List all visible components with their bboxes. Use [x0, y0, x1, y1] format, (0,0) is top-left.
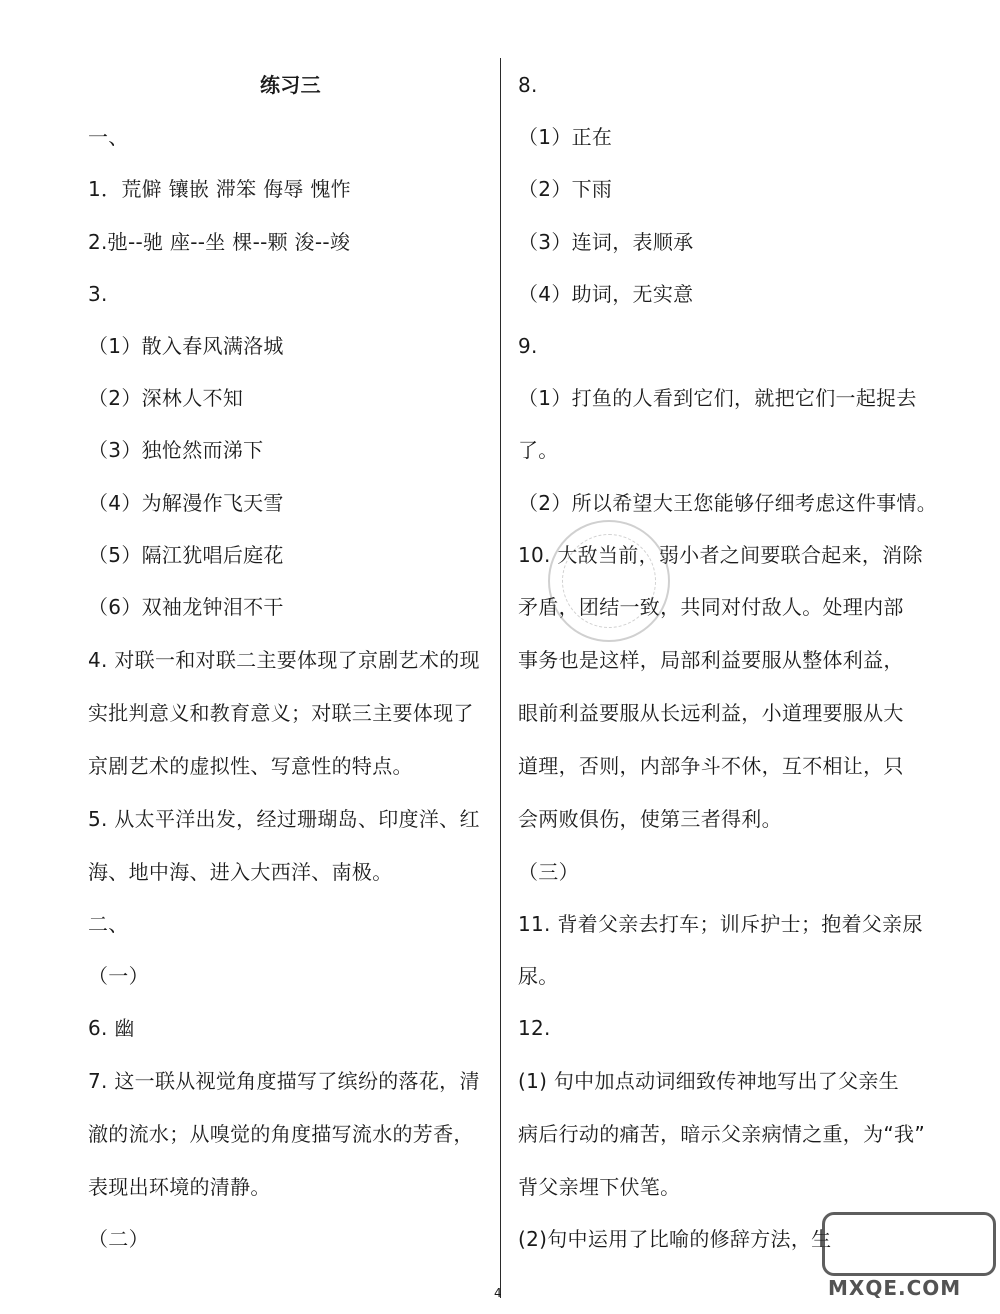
- answer-line: 澈的流水；从嗅觉的角度描写流水的芳香，: [88, 1122, 474, 1146]
- answer-line: 道理，否则，内部争斗不休，互不相让，只: [518, 754, 904, 778]
- answer-line: (1) 句中加点动词细致传神地写出了父亲生: [518, 1069, 899, 1093]
- logo-url: MXQE.COM: [828, 1276, 962, 1300]
- answer-line: 6. 幽: [88, 1016, 135, 1040]
- stamp-inner-ring: [562, 534, 656, 628]
- answer-line: （1）散入春风满洛城: [88, 334, 284, 358]
- subsection-heading: （一）: [88, 964, 149, 988]
- answer-line: 5. 从太平洋出发，经过珊瑚岛、印度洋、红: [88, 807, 480, 831]
- answer-line: 了。: [518, 438, 559, 462]
- answer-line: 4. 对联一和对联二主要体现了京剧艺术的现: [88, 648, 480, 672]
- answer-line: 病后行动的痛苦，暗示父亲病情之重，为“我”: [518, 1122, 926, 1146]
- answer-line: 尿。: [518, 964, 559, 988]
- answer-line: （2）下雨: [518, 177, 613, 201]
- answer-line: （5）隔江犹唱后庭花: [88, 543, 284, 567]
- answer-line: 京剧艺术的虚拟性、写意性的特点。: [88, 754, 413, 778]
- answer-line: （2）所以希望大王您能够仔细考虑这件事情。: [518, 491, 938, 515]
- answer-line: 事务也是这样，局部利益要服从整体利益，: [518, 648, 904, 672]
- answer-line: 会两败俱伤，使第三者得利。: [518, 807, 782, 831]
- answer-line: (2)句中运用了比喻的修辞方法，生: [518, 1227, 832, 1251]
- answer-line: 10. 大敌当前，弱小者之间要联合起来，消除: [518, 543, 923, 567]
- answer-line: （3）连词，表顺承: [518, 230, 694, 254]
- answer-line: （1）正在: [518, 125, 613, 149]
- answer-line: （2）深林人不知: [88, 386, 244, 410]
- subsection-heading: （三）: [518, 860, 579, 884]
- answer-line: （1）打鱼的人看到它们，就把它们一起捉去: [518, 386, 917, 410]
- page-number: 4: [494, 1286, 502, 1300]
- answer-line: 11. 背着父亲去打车；训斥护士；抱着父亲尿: [518, 912, 923, 936]
- answer-line: （4）为解漫作飞天雪: [88, 491, 284, 515]
- section-one-heading: 一、: [88, 125, 129, 149]
- answer-line: 2.弛--驰 座--坐 棵--颗 浚--竣: [88, 230, 351, 254]
- answer-line: 矛盾，团结一致，共同对付敌人。处理内部: [518, 595, 904, 619]
- answer-line: （6）双袖龙钟泪不干: [88, 595, 284, 619]
- answer-line: （4）助词，无实意: [518, 282, 694, 306]
- answer-line: 眼前利益要服从长远利益，小道理要服从大: [518, 701, 904, 725]
- logo-box: [822, 1212, 996, 1276]
- answer-line: 表现出环境的清静。: [88, 1175, 271, 1199]
- answer-line: 12.: [518, 1016, 551, 1040]
- answer-line: 实批判意义和教育意义；对联三主要体现了: [88, 701, 474, 725]
- answer-line: 海、地中海、进入大西洋、南极。: [88, 860, 393, 884]
- answer-line: 背父亲埋下伏笔。: [518, 1175, 681, 1199]
- answer-line: （3）独怆然而涕下: [88, 438, 264, 462]
- answer-line: 1．荒僻 镶嵌 滞笨 侮辱 愧怍: [88, 177, 351, 201]
- answer-line: 3.: [88, 282, 108, 306]
- column-divider: [500, 58, 501, 1298]
- site-logo: [822, 1212, 990, 1302]
- answer-line: 8.: [518, 73, 538, 97]
- subsection-heading: （二）: [88, 1227, 149, 1251]
- answer-line: 9.: [518, 334, 538, 358]
- answer-line: 7. 这一联从视觉角度描写了缤纷的落花，清: [88, 1069, 480, 1093]
- exercise-title: 练习三: [260, 73, 321, 97]
- watermark-stamp: [548, 520, 670, 642]
- section-two-heading: 二、: [88, 912, 129, 936]
